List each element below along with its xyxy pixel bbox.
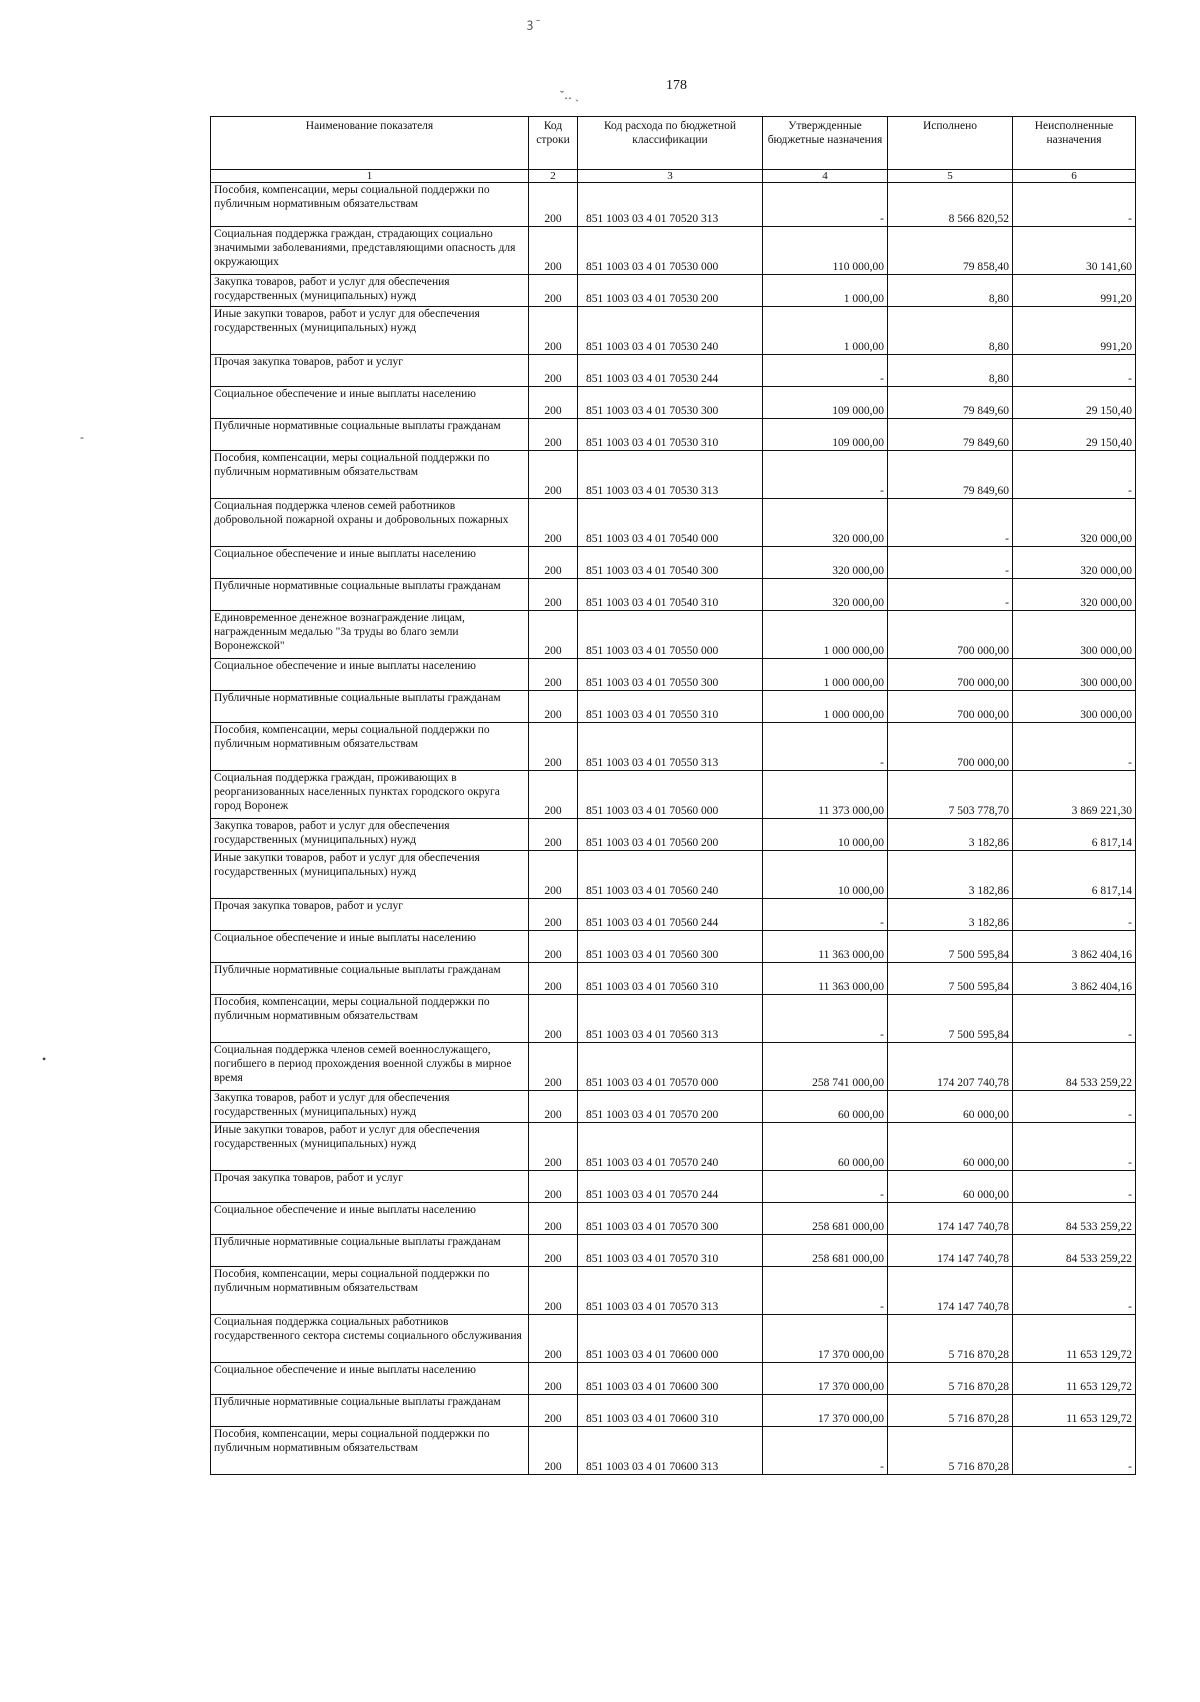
row-approved-amount: 17 370 000,00 bbox=[763, 1395, 888, 1427]
row-executed-amount: 7 500 595,84 bbox=[888, 963, 1013, 995]
table-row bbox=[211, 1043, 1136, 1091]
row-name: Прочая закупка товаров, работ и услуг bbox=[211, 1171, 529, 1203]
table-row bbox=[211, 227, 1136, 275]
row-executed-amount: 700 000,00 bbox=[888, 723, 1013, 771]
table-row bbox=[211, 1267, 1136, 1315]
row-line-code: 200 bbox=[529, 1235, 578, 1267]
row-name: Социальная поддержка членов семей работников добровольной пожарной охраны и добровольных пожарных bbox=[211, 499, 529, 547]
row-expense-code: 851 1003 03 4 01 70550 000 bbox=[578, 611, 763, 659]
row-expense-code: 851 1003 03 4 01 70550 310 bbox=[578, 691, 763, 723]
row-unexecuted-amount: 320 000,00 bbox=[1013, 547, 1136, 579]
row-unexecuted-amount: 11 653 129,72 bbox=[1013, 1315, 1136, 1363]
row-expense-code: 851 1003 03 4 01 70570 310 bbox=[578, 1235, 763, 1267]
row-line-code: 200 bbox=[529, 1123, 578, 1171]
row-expense-code: 851 1003 03 4 01 70540 300 bbox=[578, 547, 763, 579]
row-expense-code: 851 1003 03 4 01 70570 244 bbox=[578, 1171, 763, 1203]
row-executed-amount: 79 849,60 bbox=[888, 451, 1013, 499]
row-executed-amount: 700 000,00 bbox=[888, 691, 1013, 723]
row-line-code: 200 bbox=[529, 723, 578, 771]
table-body bbox=[211, 183, 1136, 1475]
table-header-row bbox=[211, 117, 1136, 170]
header-approved: Утвержденные бюджетные назначения bbox=[763, 117, 888, 170]
row-line-code: 200 bbox=[529, 1043, 578, 1091]
row-unexecuted-amount: 991,20 bbox=[1013, 275, 1136, 307]
row-executed-amount: 7 503 778,70 bbox=[888, 771, 1013, 819]
page-number: 178 bbox=[666, 78, 687, 93]
table-row bbox=[211, 307, 1136, 355]
row-approved-amount: 11 363 000,00 bbox=[763, 963, 888, 995]
table-row bbox=[211, 899, 1136, 931]
row-executed-amount: 8 566 820,52 bbox=[888, 183, 1013, 227]
row-name: Прочая закупка товаров, работ и услуг bbox=[211, 899, 529, 931]
row-unexecuted-amount: - bbox=[1013, 1171, 1136, 1203]
row-unexecuted-amount: - bbox=[1013, 183, 1136, 227]
table-row bbox=[211, 387, 1136, 419]
row-line-code: 200 bbox=[529, 899, 578, 931]
row-unexecuted-amount: 11 653 129,72 bbox=[1013, 1395, 1136, 1427]
row-name: Публичные нормативные социальные выплаты гражданам bbox=[211, 963, 529, 995]
row-expense-code: 851 1003 03 4 01 70530 000 bbox=[578, 227, 763, 275]
row-name: Социальное обеспечение и иные выплаты населению bbox=[211, 1363, 529, 1395]
row-name: Закупка товаров, работ и услуг для обеспечения государственных (муниципальных) нужд bbox=[211, 819, 529, 851]
header-executed: Исполнено bbox=[888, 117, 1013, 170]
table-row bbox=[211, 611, 1136, 659]
row-approved-amount: - bbox=[763, 995, 888, 1043]
row-name: Социальная поддержка членов семей военнослужащего, погибшего в период прохождения военной службы в мирное время bbox=[211, 1043, 529, 1091]
row-expense-code: 851 1003 03 4 01 70550 313 bbox=[578, 723, 763, 771]
row-line-code: 200 bbox=[529, 1315, 578, 1363]
row-line-code: 200 bbox=[529, 1267, 578, 1315]
row-line-code: 200 bbox=[529, 451, 578, 499]
row-name: Иные закупки товаров, работ и услуг для обеспечения государственных (муниципальных) нужд bbox=[211, 1123, 529, 1171]
row-expense-code: 851 1003 03 4 01 70600 310 bbox=[578, 1395, 763, 1427]
row-executed-amount: 3 182,86 bbox=[888, 899, 1013, 931]
budget-execution-table bbox=[210, 116, 1136, 1475]
row-name: Прочая закупка товаров, работ и услуг bbox=[211, 355, 529, 387]
row-executed-amount: 700 000,00 bbox=[888, 611, 1013, 659]
row-approved-amount: 17 370 000,00 bbox=[763, 1363, 888, 1395]
row-unexecuted-amount: - bbox=[1013, 723, 1136, 771]
row-line-code: 200 bbox=[529, 771, 578, 819]
table-row bbox=[211, 579, 1136, 611]
row-line-code: 200 bbox=[529, 819, 578, 851]
scan-mark-near-number: ˇ‥ ˏ bbox=[560, 88, 580, 102]
row-expense-code: 851 1003 03 4 01 70560 244 bbox=[578, 899, 763, 931]
row-unexecuted-amount: - bbox=[1013, 1091, 1136, 1123]
row-name: Иные закупки товаров, работ и услуг для обеспечения государственных (муниципальных) нужд bbox=[211, 851, 529, 899]
row-approved-amount: 258 741 000,00 bbox=[763, 1043, 888, 1091]
row-expense-code: 851 1003 03 4 01 70570 240 bbox=[578, 1123, 763, 1171]
row-expense-code: 851 1003 03 4 01 70570 300 bbox=[578, 1203, 763, 1235]
row-approved-amount: 320 000,00 bbox=[763, 547, 888, 579]
row-expense-code: 851 1003 03 4 01 70560 310 bbox=[578, 963, 763, 995]
row-executed-amount: 174 207 740,78 bbox=[888, 1043, 1013, 1091]
row-executed-amount: - bbox=[888, 547, 1013, 579]
column-number-row bbox=[211, 170, 1136, 183]
row-name: Социальное обеспечение и иные выплаты населению bbox=[211, 1203, 529, 1235]
row-expense-code: 851 1003 03 4 01 70600 300 bbox=[578, 1363, 763, 1395]
table-row bbox=[211, 963, 1136, 995]
table-row bbox=[211, 691, 1136, 723]
row-executed-amount: 7 500 595,84 bbox=[888, 931, 1013, 963]
table-row bbox=[211, 1203, 1136, 1235]
row-unexecuted-amount: 300 000,00 bbox=[1013, 691, 1136, 723]
row-name: Закупка товаров, работ и услуг для обеспечения государственных (муниципальных) нужд bbox=[211, 1091, 529, 1123]
scan-mark-top: ꝫ ˉ bbox=[527, 16, 541, 30]
row-executed-amount: 8,80 bbox=[888, 307, 1013, 355]
row-line-code: 200 bbox=[529, 387, 578, 419]
row-name: Пособия, компенсации, меры социальной поддержки по публичным нормативным обязательствам bbox=[211, 1267, 529, 1315]
row-approved-amount: 11 373 000,00 bbox=[763, 771, 888, 819]
row-executed-amount: 60 000,00 bbox=[888, 1123, 1013, 1171]
table-row bbox=[211, 1315, 1136, 1363]
scan-mark-left-1: ‐ bbox=[80, 430, 84, 444]
table-row bbox=[211, 723, 1136, 771]
column-number: 5 bbox=[888, 170, 1013, 183]
table-row bbox=[211, 419, 1136, 451]
row-name: Социальная поддержка граждан, проживающих в реорганизованных населенных пунктах городского округа город Воронеж bbox=[211, 771, 529, 819]
row-unexecuted-amount: - bbox=[1013, 451, 1136, 499]
row-name: Пособия, компенсации, меры социальной поддержки по публичным нормативным обязательствам bbox=[211, 1427, 529, 1475]
row-executed-amount: 60 000,00 bbox=[888, 1171, 1013, 1203]
row-name: Социальное обеспечение и иные выплаты населению bbox=[211, 931, 529, 963]
column-number: 1 bbox=[211, 170, 529, 183]
row-executed-amount: 174 147 740,78 bbox=[888, 1267, 1013, 1315]
column-number: 3 bbox=[578, 170, 763, 183]
row-expense-code: 851 1003 03 4 01 70560 240 bbox=[578, 851, 763, 899]
row-line-code: 200 bbox=[529, 183, 578, 227]
row-expense-code: 851 1003 03 4 01 70560 300 bbox=[578, 931, 763, 963]
row-line-code: 200 bbox=[529, 355, 578, 387]
row-line-code: 200 bbox=[529, 611, 578, 659]
row-executed-amount: 5 716 870,28 bbox=[888, 1315, 1013, 1363]
header-unexecuted: Неисполненные назначения bbox=[1013, 117, 1136, 170]
table-row bbox=[211, 183, 1136, 227]
row-approved-amount: 60 000,00 bbox=[763, 1123, 888, 1171]
row-unexecuted-amount: 3 869 221,30 bbox=[1013, 771, 1136, 819]
row-name: Пособия, компенсации, меры социальной поддержки по публичным нормативным обязательствам bbox=[211, 451, 529, 499]
row-approved-amount: 258 681 000,00 bbox=[763, 1203, 888, 1235]
row-expense-code: 851 1003 03 4 01 70560 313 bbox=[578, 995, 763, 1043]
row-executed-amount: 8,80 bbox=[888, 355, 1013, 387]
row-executed-amount: 3 182,86 bbox=[888, 851, 1013, 899]
row-expense-code: 851 1003 03 4 01 70530 240 bbox=[578, 307, 763, 355]
row-expense-code: 851 1003 03 4 01 70560 000 bbox=[578, 771, 763, 819]
row-executed-amount: 79 849,60 bbox=[888, 419, 1013, 451]
row-name: Публичные нормативные социальные выплаты гражданам bbox=[211, 1395, 529, 1427]
row-unexecuted-amount: 6 817,14 bbox=[1013, 819, 1136, 851]
table-row bbox=[211, 1395, 1136, 1427]
row-unexecuted-amount: - bbox=[1013, 899, 1136, 931]
scan-mark-left-2: • bbox=[42, 1052, 47, 1066]
row-line-code: 200 bbox=[529, 1363, 578, 1395]
row-approved-amount: 60 000,00 bbox=[763, 1091, 888, 1123]
row-expense-code: 851 1003 03 4 01 70570 000 bbox=[578, 1043, 763, 1091]
row-executed-amount: 5 716 870,28 bbox=[888, 1363, 1013, 1395]
row-name: Социальное обеспечение и иные выплаты населению bbox=[211, 547, 529, 579]
table-row bbox=[211, 275, 1136, 307]
row-executed-amount: 79 849,60 bbox=[888, 387, 1013, 419]
table-row bbox=[211, 1171, 1136, 1203]
row-approved-amount: 17 370 000,00 bbox=[763, 1315, 888, 1363]
row-approved-amount: 320 000,00 bbox=[763, 499, 888, 547]
row-line-code: 200 bbox=[529, 275, 578, 307]
header-expense-code: Код расхода по бюджетной классификации bbox=[578, 117, 763, 170]
table-row bbox=[211, 1427, 1136, 1475]
table-row bbox=[211, 1123, 1136, 1171]
row-name: Публичные нормативные социальные выплаты гражданам bbox=[211, 1235, 529, 1267]
table-row bbox=[211, 659, 1136, 691]
row-unexecuted-amount: - bbox=[1013, 1267, 1136, 1315]
row-executed-amount: - bbox=[888, 579, 1013, 611]
row-approved-amount: 320 000,00 bbox=[763, 579, 888, 611]
table-row bbox=[211, 995, 1136, 1043]
row-unexecuted-amount: 320 000,00 bbox=[1013, 579, 1136, 611]
row-line-code: 200 bbox=[529, 659, 578, 691]
row-line-code: 200 bbox=[529, 499, 578, 547]
row-unexecuted-amount: - bbox=[1013, 995, 1136, 1043]
row-expense-code: 851 1003 03 4 01 70570 313 bbox=[578, 1267, 763, 1315]
row-line-code: 200 bbox=[529, 691, 578, 723]
column-number: 2 bbox=[529, 170, 578, 183]
row-unexecuted-amount: 30 141,60 bbox=[1013, 227, 1136, 275]
row-approved-amount: 109 000,00 bbox=[763, 419, 888, 451]
row-name: Социальное обеспечение и иные выплаты населению bbox=[211, 387, 529, 419]
row-approved-amount: 1 000 000,00 bbox=[763, 659, 888, 691]
row-expense-code: 851 1003 03 4 01 70600 000 bbox=[578, 1315, 763, 1363]
row-approved-amount: 1 000,00 bbox=[763, 275, 888, 307]
row-name: Единовременное денежное вознаграждение лицам, награжденным медалью "За труды во благо земли Воронежской" bbox=[211, 611, 529, 659]
table-row bbox=[211, 931, 1136, 963]
row-executed-amount: 3 182,86 bbox=[888, 819, 1013, 851]
row-executed-amount: 8,80 bbox=[888, 275, 1013, 307]
row-approved-amount: - bbox=[763, 1171, 888, 1203]
row-unexecuted-amount: 3 862 404,16 bbox=[1013, 931, 1136, 963]
row-name: Социальная поддержка граждан, страдающих социально значимыми заболеваниями, представляющими опасность для окружающих bbox=[211, 227, 529, 275]
table-row bbox=[211, 771, 1136, 819]
row-name: Пособия, компенсации, меры социальной поддержки по публичным нормативным обязательствам bbox=[211, 723, 529, 771]
row-expense-code: 851 1003 03 4 01 70540 000 bbox=[578, 499, 763, 547]
row-unexecuted-amount: - bbox=[1013, 355, 1136, 387]
row-unexecuted-amount: 29 150,40 bbox=[1013, 387, 1136, 419]
row-name: Иные закупки товаров, работ и услуг для обеспечения государственных (муниципальных) нужд bbox=[211, 307, 529, 355]
row-expense-code: 851 1003 03 4 01 70570 200 bbox=[578, 1091, 763, 1123]
row-executed-amount: 174 147 740,78 bbox=[888, 1235, 1013, 1267]
row-executed-amount: 60 000,00 bbox=[888, 1091, 1013, 1123]
row-executed-amount: 5 716 870,28 bbox=[888, 1427, 1013, 1475]
table-row bbox=[211, 851, 1136, 899]
table-row bbox=[211, 355, 1136, 387]
row-approved-amount: 1 000 000,00 bbox=[763, 691, 888, 723]
row-approved-amount: - bbox=[763, 1267, 888, 1315]
row-unexecuted-amount: 11 653 129,72 bbox=[1013, 1363, 1136, 1395]
row-unexecuted-amount: 300 000,00 bbox=[1013, 659, 1136, 691]
row-line-code: 200 bbox=[529, 1171, 578, 1203]
row-expense-code: 851 1003 03 4 01 70530 310 bbox=[578, 419, 763, 451]
row-unexecuted-amount: 84 533 259,22 bbox=[1013, 1203, 1136, 1235]
row-line-code: 200 bbox=[529, 851, 578, 899]
table-row bbox=[211, 451, 1136, 499]
row-line-code: 200 bbox=[529, 419, 578, 451]
row-name: Социальная поддержка социальных работников государственного сектора системы социального обслуживания bbox=[211, 1315, 529, 1363]
row-approved-amount: 258 681 000,00 bbox=[763, 1235, 888, 1267]
row-expense-code: 851 1003 03 4 01 70530 200 bbox=[578, 275, 763, 307]
row-approved-amount: - bbox=[763, 451, 888, 499]
row-approved-amount: 110 000,00 bbox=[763, 227, 888, 275]
table-row bbox=[211, 499, 1136, 547]
table-row bbox=[211, 1363, 1136, 1395]
column-number: 4 bbox=[763, 170, 888, 183]
row-line-code: 200 bbox=[529, 1203, 578, 1235]
row-executed-amount: - bbox=[888, 499, 1013, 547]
row-unexecuted-amount: 300 000,00 bbox=[1013, 611, 1136, 659]
row-expense-code: 851 1003 03 4 01 70540 310 bbox=[578, 579, 763, 611]
row-name: Пособия, компенсации, меры социальной поддержки по публичным нормативным обязательствам bbox=[211, 995, 529, 1043]
row-name: Публичные нормативные социальные выплаты гражданам bbox=[211, 579, 529, 611]
row-expense-code: 851 1003 03 4 01 70530 300 bbox=[578, 387, 763, 419]
row-name: Публичные нормативные социальные выплаты гражданам bbox=[211, 419, 529, 451]
row-unexecuted-amount: - bbox=[1013, 1123, 1136, 1171]
row-expense-code: 851 1003 03 4 01 70550 300 bbox=[578, 659, 763, 691]
row-executed-amount: 5 716 870,28 bbox=[888, 1395, 1013, 1427]
row-approved-amount: 11 363 000,00 bbox=[763, 931, 888, 963]
row-line-code: 200 bbox=[529, 227, 578, 275]
table-row bbox=[211, 1235, 1136, 1267]
row-unexecuted-amount: 29 150,40 bbox=[1013, 419, 1136, 451]
row-unexecuted-amount: 991,20 bbox=[1013, 307, 1136, 355]
row-name: Пособия, компенсации, меры социальной поддержки по публичным нормативным обязательствам bbox=[211, 183, 529, 227]
row-approved-amount: 10 000,00 bbox=[763, 819, 888, 851]
row-name: Социальное обеспечение и иные выплаты населению bbox=[211, 659, 529, 691]
row-unexecuted-amount: - bbox=[1013, 1427, 1136, 1475]
row-line-code: 200 bbox=[529, 579, 578, 611]
table-row bbox=[211, 819, 1136, 851]
row-unexecuted-amount: 320 000,00 bbox=[1013, 499, 1136, 547]
row-name: Закупка товаров, работ и услуг для обеспечения государственных (муниципальных) нужд bbox=[211, 275, 529, 307]
row-expense-code: 851 1003 03 4 01 70560 200 bbox=[578, 819, 763, 851]
row-line-code: 200 bbox=[529, 307, 578, 355]
row-line-code: 200 bbox=[529, 1427, 578, 1475]
row-approved-amount: 1 000,00 bbox=[763, 307, 888, 355]
row-approved-amount: 109 000,00 bbox=[763, 387, 888, 419]
header-line-code: Код строки bbox=[529, 117, 578, 170]
row-line-code: 200 bbox=[529, 547, 578, 579]
row-approved-amount: - bbox=[763, 355, 888, 387]
header-indicator-name: Наименование показателя bbox=[211, 117, 529, 170]
row-executed-amount: 700 000,00 bbox=[888, 659, 1013, 691]
row-line-code: 200 bbox=[529, 963, 578, 995]
row-executed-amount: 79 858,40 bbox=[888, 227, 1013, 275]
row-approved-amount: 1 000 000,00 bbox=[763, 611, 888, 659]
row-line-code: 200 bbox=[529, 1091, 578, 1123]
row-approved-amount: - bbox=[763, 899, 888, 931]
row-expense-code: 851 1003 03 4 01 70530 313 bbox=[578, 451, 763, 499]
column-number: 6 bbox=[1013, 170, 1136, 183]
row-expense-code: 851 1003 03 4 01 70530 244 bbox=[578, 355, 763, 387]
row-unexecuted-amount: 3 862 404,16 bbox=[1013, 963, 1136, 995]
table-row bbox=[211, 547, 1136, 579]
row-expense-code: 851 1003 03 4 01 70520 313 bbox=[578, 183, 763, 227]
row-approved-amount: - bbox=[763, 1427, 888, 1475]
row-name: Публичные нормативные социальные выплаты гражданам bbox=[211, 691, 529, 723]
row-approved-amount: - bbox=[763, 183, 888, 227]
row-executed-amount: 174 147 740,78 bbox=[888, 1203, 1013, 1235]
row-unexecuted-amount: 6 817,14 bbox=[1013, 851, 1136, 899]
row-line-code: 200 bbox=[529, 1395, 578, 1427]
row-approved-amount: - bbox=[763, 723, 888, 771]
table-row bbox=[211, 1091, 1136, 1123]
row-unexecuted-amount: 84 533 259,22 bbox=[1013, 1043, 1136, 1091]
row-approved-amount: 10 000,00 bbox=[763, 851, 888, 899]
row-line-code: 200 bbox=[529, 995, 578, 1043]
row-unexecuted-amount: 84 533 259,22 bbox=[1013, 1235, 1136, 1267]
row-expense-code: 851 1003 03 4 01 70600 313 bbox=[578, 1427, 763, 1475]
row-line-code: 200 bbox=[529, 931, 578, 963]
row-executed-amount: 7 500 595,84 bbox=[888, 995, 1013, 1043]
